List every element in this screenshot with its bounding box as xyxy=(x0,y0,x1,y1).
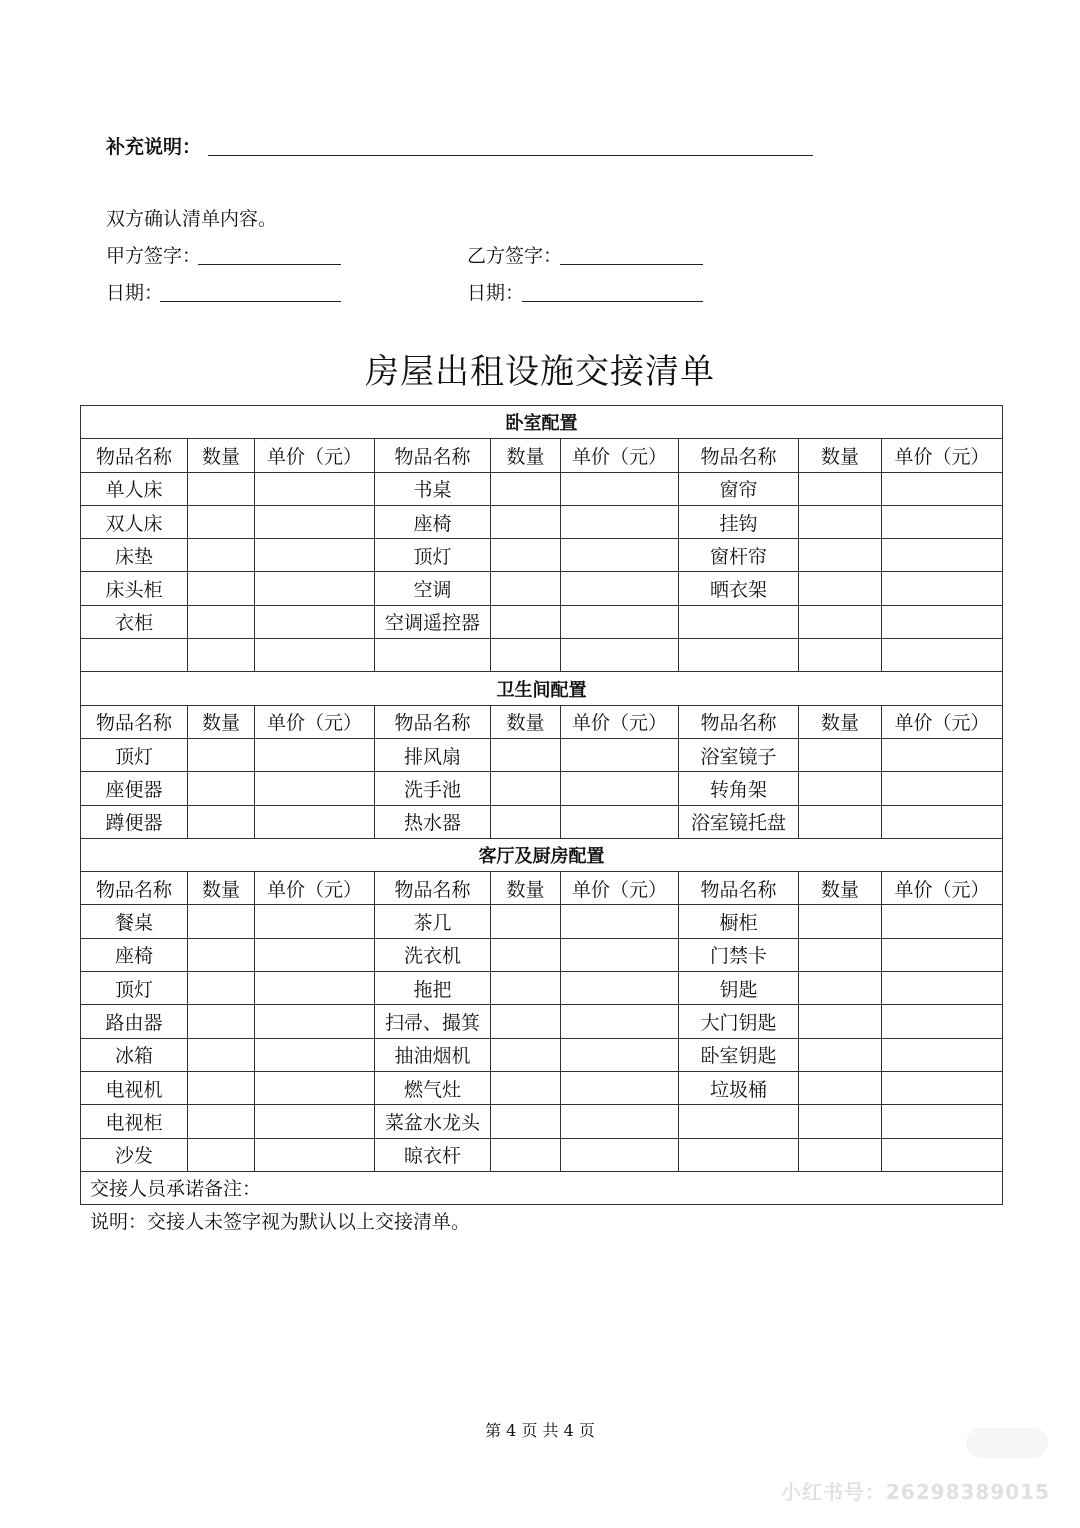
unit-price-cell[interactable] xyxy=(561,1138,679,1171)
party-b-sign-label: 乙方签字： xyxy=(467,245,563,267)
unit-price-cell[interactable] xyxy=(255,472,375,505)
column-header: 单价（元） xyxy=(561,439,679,472)
quantity-cell[interactable] xyxy=(491,1005,561,1038)
item-name-cell: 洗衣机 xyxy=(375,938,491,971)
table-row xyxy=(81,639,1003,672)
section-title: 卫生间配置 xyxy=(81,672,1003,705)
unit-price-cell[interactable] xyxy=(882,772,1003,805)
item-name-cell: 蹲便器 xyxy=(81,805,188,838)
item-name-cell: 门禁卡 xyxy=(679,938,799,971)
date-b-label: 日期： xyxy=(467,282,525,304)
column-header: 单价（元） xyxy=(882,705,1003,738)
column-header: 单价（元） xyxy=(255,872,375,905)
unit-price-cell[interactable] xyxy=(882,472,1003,505)
quantity-cell[interactable] xyxy=(491,1038,561,1071)
quantity-cell[interactable] xyxy=(799,639,882,672)
quantity-cell[interactable] xyxy=(491,639,561,672)
quantity-cell[interactable] xyxy=(188,639,255,672)
watermark: 小红书号：26298389015 xyxy=(780,1480,1050,1504)
item-name-cell: 单人床 xyxy=(81,472,188,505)
quantity-cell[interactable] xyxy=(188,472,255,505)
column-header: 物品名称 xyxy=(679,705,799,738)
quantity-cell[interactable] xyxy=(491,938,561,971)
item-name-cell: 抽油烟机 xyxy=(375,1038,491,1071)
table-row xyxy=(81,472,1003,505)
item-name-cell: 空调 xyxy=(375,572,491,605)
item-name-cell xyxy=(375,639,491,672)
column-header: 物品名称 xyxy=(375,705,491,738)
unit-price-cell[interactable] xyxy=(882,1071,1003,1104)
item-name-cell: 大门钥匙 xyxy=(679,1005,799,1038)
unit-price-cell[interactable] xyxy=(255,1071,375,1104)
unit-price-cell[interactable] xyxy=(561,972,679,1005)
item-name-cell: 转角架 xyxy=(679,772,799,805)
date-a-label: 日期： xyxy=(106,282,164,304)
quantity-cell[interactable] xyxy=(491,738,561,771)
quantity-cell[interactable] xyxy=(799,605,882,638)
quantity-cell[interactable] xyxy=(491,1138,561,1171)
quantity-cell[interactable] xyxy=(188,539,255,572)
item-name-cell xyxy=(679,605,799,638)
unit-price-cell[interactable] xyxy=(561,1105,679,1138)
item-name-cell: 洗手池 xyxy=(375,772,491,805)
quantity-cell[interactable] xyxy=(188,738,255,771)
quantity-cell[interactable] xyxy=(799,572,882,605)
quantity-cell[interactable] xyxy=(188,505,255,538)
unit-price-cell[interactable] xyxy=(255,738,375,771)
quantity-cell[interactable] xyxy=(799,772,882,805)
item-name-cell: 热水器 xyxy=(375,805,491,838)
item-name-cell: 燃气灶 xyxy=(375,1071,491,1104)
quantity-cell[interactable] xyxy=(799,1105,882,1138)
quantity-cell[interactable] xyxy=(491,539,561,572)
unit-price-cell[interactable] xyxy=(561,605,679,638)
column-header: 数量 xyxy=(188,705,255,738)
table-row xyxy=(81,805,1003,838)
quantity-cell[interactable] xyxy=(799,805,882,838)
unit-price-cell[interactable] xyxy=(561,905,679,938)
item-name-cell: 书桌 xyxy=(375,472,491,505)
quantity-cell[interactable] xyxy=(799,472,882,505)
unit-price-cell[interactable] xyxy=(255,972,375,1005)
quantity-cell[interactable] xyxy=(799,738,882,771)
item-name-cell: 座便器 xyxy=(81,772,188,805)
item-name-cell: 电视柜 xyxy=(81,1105,188,1138)
table-note: 说明：交接人未签字视为默认以上交接清单。 xyxy=(90,1211,471,1233)
document-title: 房屋出租设施交接清单 xyxy=(365,352,715,392)
column-header: 物品名称 xyxy=(81,872,188,905)
column-header: 数量 xyxy=(799,872,882,905)
item-name-cell: 茶几 xyxy=(375,905,491,938)
quantity-cell[interactable] xyxy=(491,1105,561,1138)
unit-price-cell[interactable] xyxy=(255,805,375,838)
unit-price-cell[interactable] xyxy=(255,1005,375,1038)
item-name-cell: 电视机 xyxy=(81,1071,188,1104)
quantity-cell[interactable] xyxy=(188,972,255,1005)
column-header: 单价（元） xyxy=(882,872,1003,905)
item-name-cell: 座椅 xyxy=(81,938,188,971)
unit-price-cell[interactable] xyxy=(255,1138,375,1171)
unit-price-cell[interactable] xyxy=(561,472,679,505)
item-name-cell: 床垫 xyxy=(81,539,188,572)
column-header: 物品名称 xyxy=(81,705,188,738)
date-a-line[interactable] xyxy=(160,301,341,302)
table-row xyxy=(81,539,1003,572)
quantity-cell[interactable] xyxy=(188,1138,255,1171)
item-name-cell: 排风扇 xyxy=(375,738,491,771)
quantity-cell[interactable] xyxy=(491,772,561,805)
item-name-cell xyxy=(679,1105,799,1138)
column-header: 单价（元） xyxy=(882,439,1003,472)
unit-price-cell[interactable] xyxy=(561,639,679,672)
date-b-line[interactable] xyxy=(522,301,703,302)
quantity-cell[interactable] xyxy=(491,505,561,538)
quantity-cell[interactable] xyxy=(799,1005,882,1038)
party-a-sign-line[interactable] xyxy=(198,264,341,265)
unit-price-cell[interactable] xyxy=(561,1071,679,1104)
table-row xyxy=(81,1071,1003,1104)
page-footer: 第 4 页 共 4 页 xyxy=(485,1421,595,1440)
unit-price-cell[interactable] xyxy=(882,539,1003,572)
unit-price-cell[interactable] xyxy=(882,905,1003,938)
item-name-cell: 顶灯 xyxy=(81,972,188,1005)
quantity-cell[interactable] xyxy=(491,472,561,505)
unit-price-cell[interactable] xyxy=(882,1138,1003,1171)
column-header: 单价（元） xyxy=(561,705,679,738)
quantity-cell[interactable] xyxy=(799,905,882,938)
header-row xyxy=(81,705,1003,738)
unit-price-cell[interactable] xyxy=(882,639,1003,672)
item-name-cell: 衣柜 xyxy=(81,605,188,638)
unit-price-cell[interactable] xyxy=(255,505,375,538)
item-name-cell: 垃圾桶 xyxy=(679,1071,799,1104)
quantity-cell[interactable] xyxy=(799,1138,882,1171)
watermark-logo-icon xyxy=(966,1428,1048,1458)
quantity-cell[interactable] xyxy=(188,905,255,938)
section-row xyxy=(81,672,1003,705)
quantity-cell[interactable] xyxy=(799,972,882,1005)
item-name-cell: 餐桌 xyxy=(81,905,188,938)
header-row xyxy=(81,872,1003,905)
quantity-cell[interactable] xyxy=(491,805,561,838)
column-header: 数量 xyxy=(799,705,882,738)
party-a-sign-label: 甲方签字： xyxy=(106,245,202,267)
item-name-cell: 窗杆帘 xyxy=(679,539,799,572)
quantity-cell[interactable] xyxy=(491,972,561,1005)
quantity-cell[interactable] xyxy=(188,772,255,805)
table-row xyxy=(81,572,1003,605)
unit-price-cell[interactable] xyxy=(561,805,679,838)
table-row xyxy=(81,938,1003,971)
unit-price-cell[interactable] xyxy=(255,539,375,572)
unit-price-cell[interactable] xyxy=(882,938,1003,971)
quantity-cell[interactable] xyxy=(188,938,255,971)
quantity-cell[interactable] xyxy=(491,572,561,605)
column-header: 数量 xyxy=(491,872,561,905)
quantity-cell[interactable] xyxy=(799,1071,882,1104)
item-name-cell: 冰箱 xyxy=(81,1038,188,1071)
column-header: 数量 xyxy=(799,439,882,472)
quantity-cell[interactable] xyxy=(188,1038,255,1071)
quantity-cell[interactable] xyxy=(188,605,255,638)
unit-price-cell[interactable] xyxy=(561,738,679,771)
header-row xyxy=(81,439,1003,472)
supplement-label: 补充说明： xyxy=(106,136,202,158)
column-header: 单价（元） xyxy=(561,872,679,905)
item-name-cell: 顶灯 xyxy=(81,738,188,771)
column-header: 数量 xyxy=(188,439,255,472)
remark-cell[interactable]: 交接人员承诺备注： xyxy=(81,1171,1003,1204)
unit-price-cell[interactable] xyxy=(561,505,679,538)
table-row xyxy=(81,738,1003,771)
unit-price-cell[interactable] xyxy=(561,938,679,971)
table-row xyxy=(81,1038,1003,1071)
quantity-cell[interactable] xyxy=(799,539,882,572)
unit-price-cell[interactable] xyxy=(561,1038,679,1071)
table-row xyxy=(81,505,1003,538)
unit-price-cell[interactable] xyxy=(561,572,679,605)
party-b-sign-line[interactable] xyxy=(560,264,703,265)
item-name-cell: 窗帘 xyxy=(679,472,799,505)
item-name-cell xyxy=(679,1138,799,1171)
quantity-cell[interactable] xyxy=(188,572,255,605)
section-title: 卧室配置 xyxy=(81,406,1003,439)
unit-price-cell[interactable] xyxy=(255,938,375,971)
item-name-cell: 顶灯 xyxy=(375,539,491,572)
unit-price-cell[interactable] xyxy=(882,572,1003,605)
item-name-cell: 浴室镜子 xyxy=(679,738,799,771)
quantity-cell[interactable] xyxy=(188,805,255,838)
quantity-cell[interactable] xyxy=(188,1105,255,1138)
unit-price-cell[interactable] xyxy=(561,1005,679,1038)
item-name-cell: 挂钩 xyxy=(679,505,799,538)
item-name-cell: 橱柜 xyxy=(679,905,799,938)
item-name-cell: 双人床 xyxy=(81,505,188,538)
unit-price-cell[interactable] xyxy=(561,772,679,805)
item-name-cell: 浴室镜托盘 xyxy=(679,805,799,838)
facility-handover-table xyxy=(80,405,1003,1205)
unit-price-cell[interactable] xyxy=(882,505,1003,538)
item-name-cell: 床头柜 xyxy=(81,572,188,605)
unit-price-cell[interactable] xyxy=(882,972,1003,1005)
quantity-cell[interactable] xyxy=(188,1005,255,1038)
confirm-text: 双方确认清单内容。 xyxy=(106,208,278,230)
column-header: 物品名称 xyxy=(375,872,491,905)
unit-price-cell[interactable] xyxy=(882,738,1003,771)
quantity-cell[interactable] xyxy=(491,1071,561,1104)
unit-price-cell[interactable] xyxy=(255,605,375,638)
section-row xyxy=(81,838,1003,871)
column-header: 数量 xyxy=(491,439,561,472)
item-name-cell: 沙发 xyxy=(81,1138,188,1171)
column-header: 物品名称 xyxy=(81,439,188,472)
remark-row xyxy=(81,1171,1003,1204)
table-row xyxy=(81,905,1003,938)
unit-price-cell[interactable] xyxy=(255,905,375,938)
unit-price-cell[interactable] xyxy=(882,1105,1003,1138)
item-name-cell: 路由器 xyxy=(81,1005,188,1038)
item-name-cell: 扫帚、撮箕 xyxy=(375,1005,491,1038)
item-name-cell: 座椅 xyxy=(375,505,491,538)
column-header: 数量 xyxy=(188,872,255,905)
item-name-cell: 晒衣架 xyxy=(679,572,799,605)
table-row xyxy=(81,1105,1003,1138)
unit-price-cell[interactable] xyxy=(561,539,679,572)
unit-price-cell[interactable] xyxy=(882,805,1003,838)
quantity-cell[interactable] xyxy=(799,505,882,538)
column-header: 物品名称 xyxy=(679,439,799,472)
column-header: 数量 xyxy=(491,705,561,738)
unit-price-cell[interactable] xyxy=(882,605,1003,638)
column-header: 物品名称 xyxy=(679,872,799,905)
unit-price-cell[interactable] xyxy=(882,1005,1003,1038)
table-row xyxy=(81,605,1003,638)
section-title: 客厅及厨房配置 xyxy=(81,838,1003,871)
unit-price-cell[interactable] xyxy=(882,1038,1003,1071)
table-row xyxy=(81,1138,1003,1171)
table-row xyxy=(81,1005,1003,1038)
quantity-cell[interactable] xyxy=(491,605,561,638)
supplement-line[interactable] xyxy=(208,155,813,156)
unit-price-cell[interactable] xyxy=(255,772,375,805)
item-name-cell: 钥匙 xyxy=(679,972,799,1005)
item-name-cell xyxy=(679,639,799,672)
section-row xyxy=(81,406,1003,439)
quantity-cell[interactable] xyxy=(491,905,561,938)
column-header: 单价（元） xyxy=(255,439,375,472)
table-row xyxy=(81,972,1003,1005)
unit-price-cell[interactable] xyxy=(255,1038,375,1071)
item-name-cell: 拖把 xyxy=(375,972,491,1005)
item-name-cell: 卧室钥匙 xyxy=(679,1038,799,1071)
unit-price-cell[interactable] xyxy=(255,639,375,672)
quantity-cell[interactable] xyxy=(188,1071,255,1104)
item-name-cell xyxy=(81,639,188,672)
unit-price-cell[interactable] xyxy=(255,572,375,605)
item-name-cell: 菜盆水龙头 xyxy=(375,1105,491,1138)
item-name-cell: 晾衣杆 xyxy=(375,1138,491,1171)
column-header: 单价（元） xyxy=(255,705,375,738)
column-header: 物品名称 xyxy=(375,439,491,472)
unit-price-cell[interactable] xyxy=(255,1105,375,1138)
quantity-cell[interactable] xyxy=(799,1038,882,1071)
table-row xyxy=(81,772,1003,805)
quantity-cell[interactable] xyxy=(799,938,882,971)
item-name-cell: 空调遥控器 xyxy=(375,605,491,638)
